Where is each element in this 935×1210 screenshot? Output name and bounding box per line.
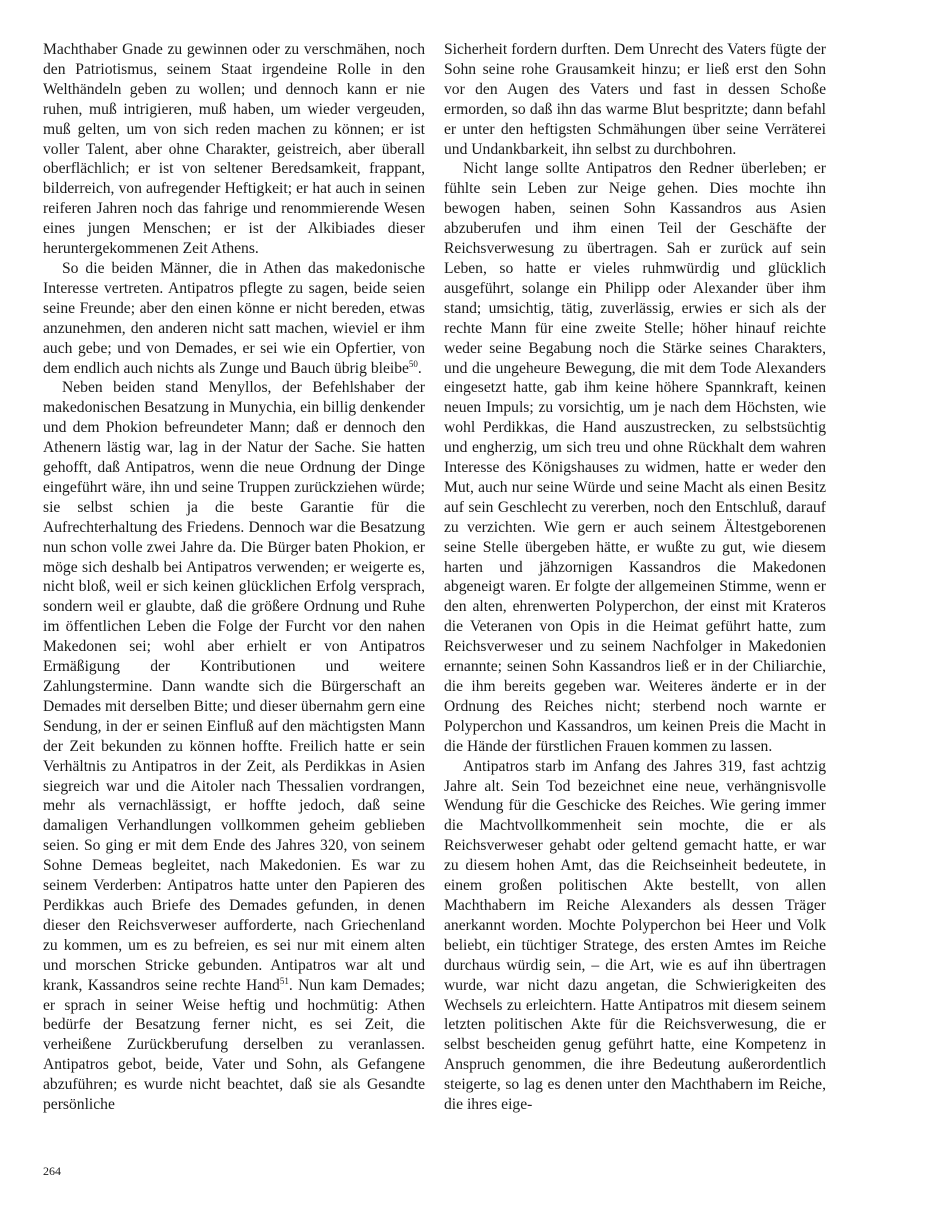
paragraph: Machthaber Gnade zu gewinnen oder zu verschmähen, noch den Patriotismus, seinem Staat irgendeine Rolle in den Welthändeln geben zu wollen; und dennoch kann er nie ruhen, muß intrigieren, muß haben, um wieder vergeuden, muß gelten, um von sich reden machen zu können; er ist voller Talent, aber ohne Charakter, geistreich, aber überall oberflächlich; er ist von seltener Beredsamkeit, frappant, bilderreich, von aufregender Heftigkeit; er hat auch in seinen reiferen Jahren noch das fahrige und renommierende Wesen eines jungen Menschen; er ist der Alkibiades dieser heruntergekommenen Zeit Athens. [43, 41, 425, 258]
footnote-marker[interactable]: 50 [408, 358, 418, 369]
footnote-marker[interactable]: 51 [279, 975, 289, 986]
paragraph: Sicherheit fordern durften. Dem Unrecht des Vaters fügte der Sohn seine rohe Grausamkeit hinzu; er ließ erst den Sohn vor den Augen des Vaters und fast in dessen Schoße ermorden, so daß ihn das warme Blut bespritzte; dann befahl er unter den heftigsten Schmähungen über seine Verräterei und Undankbarkeit, ihn selbst zu durchbohren. [444, 41, 826, 158]
paragraph: Neben beiden stand Menyllos, der Befehlshaber der makedonischen Besatzung in Munychia, ein billig denkender und dem Phokion befreundeter Mann; daß er dennoch den Athenern lästig war, lag in der Natur der Sache. Sie hatten gehofft, daß Antipatros, wenn die neue Ordnung der Dinge eingeführt wäre, ihn und seine Truppen zurückziehen würde; sie selbst schien ja die beste Garantie für die Aufrechterhaltung des Friedens. Dennoch war die Besatzung nun schon volle zwei Jahre da. Die Bürger baten Phokion, er möge sich deshalb bei Antipatros verwenden; er weigerte es, nicht bloß, weil er sich keinen glücklichen Erfolg versprach, sondern weil er glaubte, daß die größere Ordnung und Ruhe im öffentlichen Leben die Folge der Furcht vor den nahen Makedonen sei; wohl aber erhielt er von Antipatros Ermäßigung der Kontributionen und weitere Zahlungstermine. Dann wandte sich die Bürgerschaft an Demades mit derselben Bitte; und dieser übernahm gern eine Sendung, in der er seinen Einfluß auf den mächtigsten Mann der Zeit bekunden zu können hoffte. Freilich hatte er sein Verhältnis zu Antipatros in der Zeit, als Perdikkas in Asien siegreich war und die Aitoler nach Thessalien vordrangen, mehr als vernachlässigt, er hoffte jedoch, daß seine damaligen Verhandlungen vollkommen geheim geblieben seien. So ging er mit dem Ende des Jahres 320, von seinem Sohne Demeas begleitet, nach Makedonien. Es war zu seinem Verderben: Antipatros hatte unter den Papieren des Perdikkas auch Briefe des Demades gefunden, in denen dieser den Reichsverweser aufforderte, nach Griechenland zu kommen, um es zu befreien, es sei nur mit einem alten und morschen Stricke gebunden. Antipatros war alt und krank, Kassandros seine rechte Hand$^{51}$. Nun kam Demades; er sprach in seiner Weise heftig und hochmütig: Athen bedürfe der Besatzung ferner nicht, es sei Zeit, die verheißene Zurückberufung derselben zu veranlassen. Antipatros gebot, beide, Vater und Sohn, als Gefangene abzuführen; es wurde nicht beachtet, daß sie als Gesandte persönliche [43, 379, 425, 1114]
paragraph: Antipatros starb im Anfang des Jahres 319, fast achtzig Jahre alt. Sein Tod bezeichnet eine neue, verhängnisvolle Wendung für die Geschicke des Reiches. Wie gering immer die Machtvollkommenheit sein mochte, die er als Reichsverweser gehabt oder geltend gemacht hatte, er war zu diesem hohen Amt, das die Reichseinheit bedeutete, in einem großen politischen Akte bestellt, von allen Machthabern im Reiche Alexanders als dessen Träger anerkannt worden. Mochte Polyperchon bei Heer und Volk beliebt, ein tüchtiger Stratege, des ersten Amtes im Reiche durchaus würdig sein, – die Art, wie es auf ihn übertragen wurde, war nicht dazu angetan, die Schwierigkeiten des Wechsels zu erleichtern. Hatte Antipatros mit diesem seinem letzten politischen Akte für die Reichsverwesung, die er selbst bescheiden genug geführt hatte, eine Kompetenz in Anspruch genommen, die ihre Bedeutung außerordentlich steigerte, so lag es denen unter den Machthabern im Reiche, die ihres eige- [444, 757, 826, 1114]
right-column [444, 40, 826, 1115]
paragraph: Nicht lange sollte Antipatros den Redner überleben; er fühlte sein Leben zur Neige gehen. Dies mochte ihn bewogen haben, seinen Sohn Kassandros aus Asien abzuberufen und ihm einen Teil der Geschäfte der Reichsverwesung zu übertragen. Sah er zurück auf sein Leben, so hatte er vieles ruhmwürdig und glücklich ausgeführt, solange ein Philipp oder Alexander über ihm stand; umsichtig, tätig, zuverlässig, erwies er sich als der rechte Mann für eine zweite Stelle; höher hinauf reichte weder seine Begabung noch die Stärke seines Charakters, und die ungeheure Bewegung, die mit dem Tode Alexanders eingesetzt hatte, gab ihm keine höhere Spannkraft, keinen neuen Impuls; zu vorsichtig, um je nach dem Höchsten, wie wohl Perdikkas, die Hand auszustrecken, zu selbstsüchtig und engherzig, um sich treu und ohne Rückhalt dem wahren Interesse des Königshauses zu widmen, hatte er weder den Mut, auch nur seine Würde und seine Macht als einen Besitz auf sein Geschlecht zu vererben, noch den Entschluß, darauf zu verzichten. Wie gern er auch seinem Ältestgeborenen seine Stelle übergeben hätte, er wußte zu gut, wie diesem harten und jähzornigen Kassandros die Makedonen abgeneigt waren. Er folgte der allgemeinen Stimme, wenn er den alten, ehrenwerten Polyperchon, der einst mit Krateros die Veteranen von Opis in die Heimat geführt hatte, zum Reichsverweser und zu seinem Nachfolger in Makedonien ernannte; seinen Sohn Kassandros ließ er in der Chiliarchie, die ihm bereits gegeben war. Weiteres änderte er in der Ordnung des Reiches nicht; sterbend noch warnte er Polyperchon und Kassandros, um keinen Preis die Macht in die Hände der fürstlichen Frauen kommen zu lassen. [444, 160, 826, 755]
page-number: 264 [43, 1164, 61, 1178]
left-column [43, 40, 425, 1115]
paragraph: So die beiden Männer, die in Athen das makedonische Interesse vertreten. Antipatros pflegte zu sagen, beide seien seine Freunde; aber den einen könne er nicht bereden, etwas anzunehmen, den anderen nicht satt machen, wieviel er ihm auch gebe; und von Demades, er sei wie ein Opfertier, von dem endlich auch nichts als Zunge und Bauch übrig bleibe$^{50}$. [43, 259, 425, 377]
